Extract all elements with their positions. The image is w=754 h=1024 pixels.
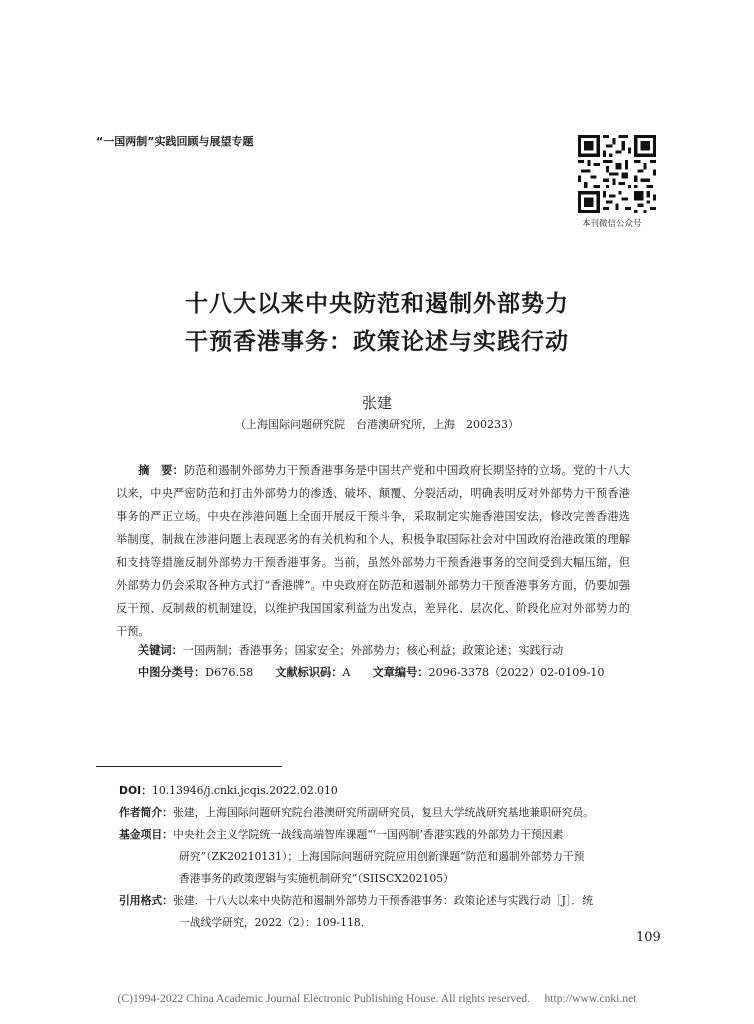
fund-text-1: 中央社会主义学院统一战线高端智库课题“‘一国两制’香港实践的外部势力干预因素 xyxy=(172,828,564,841)
classification-line xyxy=(116,664,630,680)
doi-line xyxy=(119,783,338,798)
keywords xyxy=(116,642,630,658)
article-number-label: 文章编号： xyxy=(372,666,429,679)
qr-caption: 本刊微信公众号 xyxy=(582,219,642,229)
fund-line-1 xyxy=(119,827,563,842)
doc-code-label: 文献标识码： xyxy=(275,666,343,679)
citation-text-1: 张建．十八大以来中央防范和遏制外部势力干预香港事务：政策论述与实践行动［J］．统 xyxy=(172,894,593,907)
abstract-label: 摘 要： xyxy=(138,464,185,477)
author-bio-label: 作者简介： xyxy=(119,806,173,819)
clc-label: 中图分类号： xyxy=(138,666,206,679)
qr-code-icon xyxy=(578,135,656,213)
keywords-text: 一国两制；香港事务；国家安全；外部势力；核心利益；政策论述；实践行动 xyxy=(182,644,564,657)
footnote-divider xyxy=(96,766,282,767)
article-title-line-2: 干预香港事务：政策论述与实践行动 xyxy=(185,329,569,355)
abstract-text: 防范和遏制外部势力干预香港事务是中国共产党和中国政府长期坚持的立场。党的十八大以来，中央严密防范和打击外部势力的渗透、破坏、颠覆、分裂活动，明确表明反对外部势力干预香港事务的严正立场。中央在涉港问题上全面开展反干预斗争，采取制定实施香港国安法，修改完善香港选举制度，制裁在涉港问题上表现恶劣的有关机构和个人，积极争取国际社会对中国政府治港政策的理解和支持等措施反制外部势力干预香港事务。当前，虽然外部势力干预香港事务的空间受到大幅压缩，但外部势力仍会采取各种方式打“香港牌”。中央政府在防范和遏制外部势力干预香港事务方面，仍要加强反干预、反制裁的机制建设，以维护我国国家利益为出发点，差异化、层次化、阶段化应对外部势力的干预。 xyxy=(116,464,630,638)
abstract xyxy=(116,459,630,643)
citation-text-2: 一战线学研究，2022（2）：109-118． xyxy=(179,916,372,929)
fund-text-2: 研究”（ZK20210131）；上海国际问题研究院应用创新课题“防范和遏制外部势力干预 xyxy=(179,850,585,863)
author-affiliation: （上海国际问题研究院 台港澳研究所，上海 200233） xyxy=(235,418,519,431)
author-name: 张建 xyxy=(361,394,392,412)
citation-label: 引用格式： xyxy=(119,894,173,907)
copyright-footer: (C)1994-2022 China Academic Journal Electronic Publishing House. All rights reserved. http://www.cnki.net xyxy=(117,992,637,1005)
article-title-line-1: 十八大以来中央防范和遏制外部势力 xyxy=(185,291,569,317)
doi-value: 10.13946/j.cnki.jcqis.2022.02.010 xyxy=(151,784,338,797)
author-bio-line xyxy=(119,805,594,820)
article-number-value: 2096-3378（2022）02-0109-10 xyxy=(428,666,605,679)
clc-value: D676.58 xyxy=(205,666,254,679)
citation-line-1 xyxy=(119,893,593,908)
author-bio-value: 张建，上海国际问题研究院台港澳研究所副研究员，复旦大学统战研究基地兼职研究员。 xyxy=(172,806,595,819)
keywords-label: 关键词： xyxy=(138,644,183,657)
doc-code-value: A xyxy=(342,666,351,679)
fund-label: 基金项目： xyxy=(119,828,173,841)
fund-text-3: 香港事务的政策逻辑与实施机制研究”（SIISCX202105） xyxy=(179,872,454,885)
column-tag: “一国两制”实践回顾与展望专题 xyxy=(96,135,254,148)
doi-label: DOI： xyxy=(119,784,152,797)
page-number: 109 xyxy=(636,930,661,945)
